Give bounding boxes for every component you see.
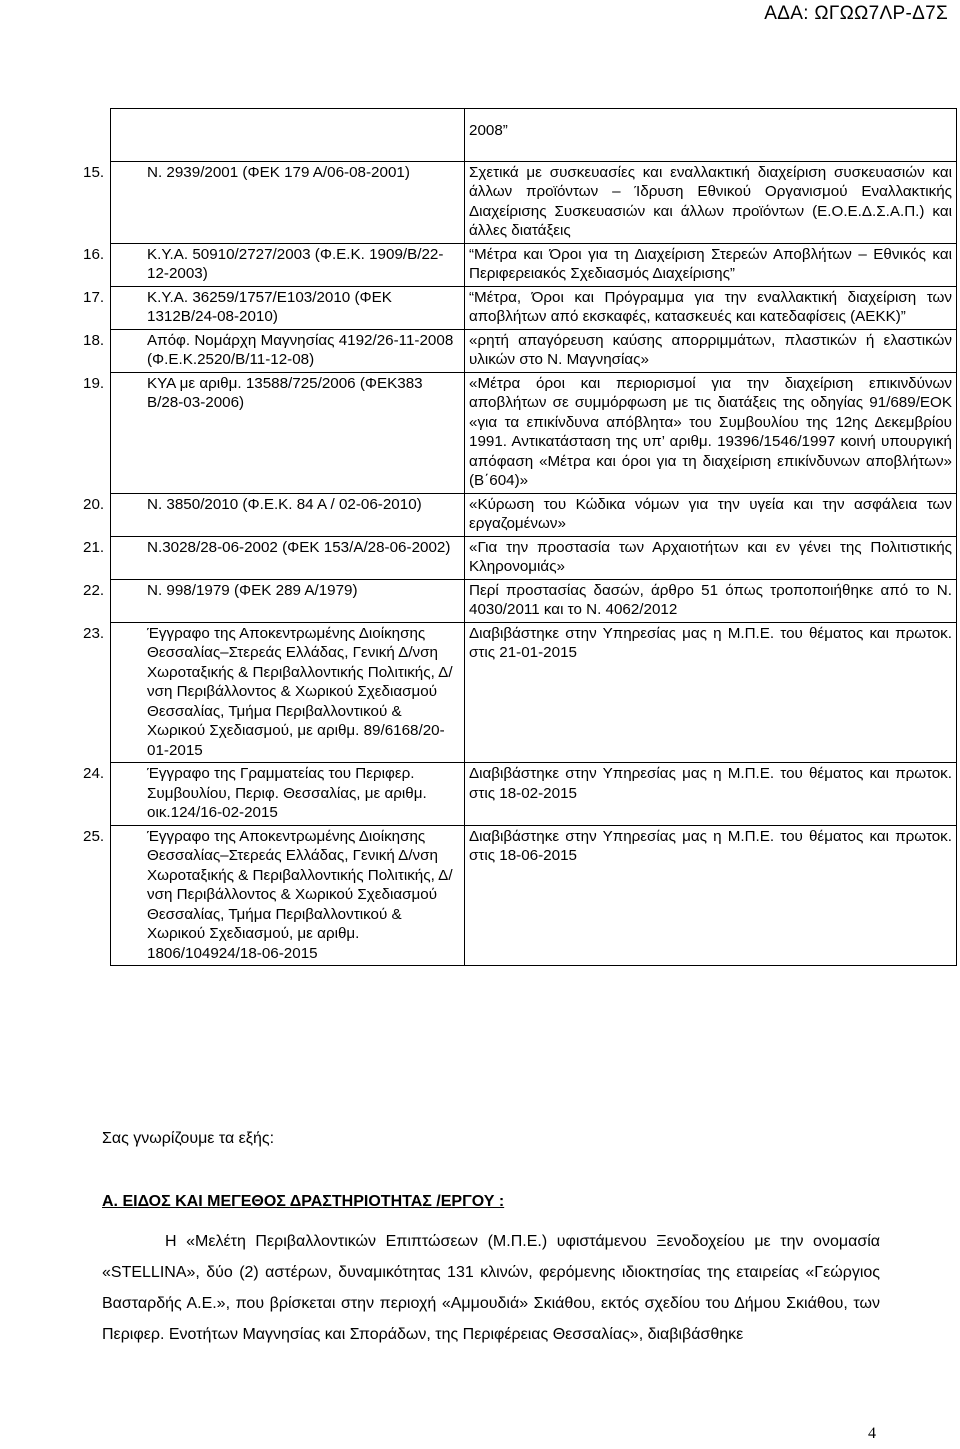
section-heading: Α. ΕΙΔΟΣ ΚΑΙ ΜΕΓΕΘΟΣ ΔΡΑΣΤΗΡΙΟΤΗΤΑΣ /ΕΡΓΟΥ : xyxy=(102,1193,505,1210)
law-cell xyxy=(83,622,465,763)
law-description: «Μέτρα όροι και περιορισμοί για την διαχείριση επικινδύνων αποβλήτων σε συμμόρφωση με τις διατάξεις της οδηγίας 91/689/ΕΟΚ «για τα επικίνδυνα απόβλητα» του Συμβουλίου της 12ης Δεκεμβρίου 1991. Αντικατάσταση της υπ’ αριθμ. 19396/1546/1997 κοινή υπουργική απόφαση «Μέτρα και όροι για τη διαχείριση επικίνδυνων αποβλήτων» (Β΄604)» xyxy=(465,372,957,493)
law-cell xyxy=(83,536,465,579)
law-cell xyxy=(83,763,465,826)
row-number: 20. xyxy=(83,495,105,513)
row-number: 16. xyxy=(83,245,105,263)
row-number: 18. xyxy=(83,331,105,349)
row-number: 22. xyxy=(83,581,105,599)
law-cell xyxy=(83,243,465,286)
continuation-cell xyxy=(465,109,957,162)
row-number: 21. xyxy=(83,538,105,556)
table-row xyxy=(111,536,957,579)
law-reference: Έγγραφο της Γραμματείας του Περιφερ. Συμβουλίου, Περιφ. Θεσσαλίας, με αριθμ. οικ.124/16-02-2015 xyxy=(147,765,427,821)
table-row xyxy=(111,763,957,826)
law-description: “Μέτρα, Όροι και Πρόγραμμα για την εναλλακτική διαχείριση των αποβλήτων από εκσκαφές, κατασκευές και κατεδαφίσεις (ΑΕΚΚ)” xyxy=(465,286,957,329)
body-paragraph xyxy=(102,1226,880,1350)
table-row xyxy=(111,825,957,966)
table-row xyxy=(111,243,957,286)
law-cell xyxy=(83,579,465,622)
intro-text: Σας γνωρίζουμε τα εξής: xyxy=(102,1130,275,1147)
law-reference: Απόφ. Νομάρχη Μαγνησίας 4192/26-11-2008 (Φ.Ε.Κ.2520/Β/11-12-08) xyxy=(147,331,454,368)
law-cell xyxy=(83,329,465,372)
law-reference: Ν. 2939/2001 (ΦΕΚ 179 Α/06-08-2001) xyxy=(147,163,410,181)
table-row xyxy=(111,622,957,763)
law-reference: Ν.3028/28-06-2002 (ΦΕΚ 153/Α/28-06-2002) xyxy=(147,538,451,556)
law-reference: Κ.Υ.Α. 36259/1757/Ε103/2010 (ΦΕΚ 1312Β/24-08-2010) xyxy=(147,288,392,325)
law-description: Διαβιβάστηκε στην Υπηρεσίας μας η Μ.Π.Ε. του θέματος και πρωτοκ. στις 18-06-2015 xyxy=(465,825,957,966)
law-description: Διαβιβάστηκε στην Υπηρεσίας μας η Μ.Π.Ε. του θέματος και πρωτοκ. στις 21-01-2015 xyxy=(465,622,957,763)
row-number: 19. xyxy=(83,374,105,392)
table-row xyxy=(111,493,957,536)
law-cell xyxy=(83,825,465,966)
law-description: Περί προστασίας δασών, άρθρο 51 όπως τροποποιήθηκε από το Ν. 4030/2011 και το Ν. 4062/2012 xyxy=(465,579,957,622)
table-row xyxy=(111,372,957,493)
table-row xyxy=(111,286,957,329)
law-reference: Ν. 3850/2010 (Φ.Ε.Κ. 84 Α / 02-06-2010) xyxy=(147,495,422,513)
law-reference: Έγγραφο της Αποκεντρωμένης Διοίκησης Θεσσαλίας–Στερεάς Ελλάδας, Γενική Δ/νση Χωροταξικής & Περιβαλλοντικής Πολιτικής, Δ/νση Περιβάλλοντος & Χωρικού Σχεδιασμού Θεσσαλίας, Τμήμα Περιβαλλοντικού & Χωρικού Σχεδιασμού, με αριθμ. 89/6168/20-01-2015 xyxy=(147,624,453,759)
table-row xyxy=(111,161,957,243)
law-cell xyxy=(83,493,465,536)
row-number: 17. xyxy=(83,288,105,306)
law-description: «Κύρωση του Κώδικα νόμων για την υγεία και την ασφάλεια των εργαζομένων» xyxy=(465,493,957,536)
law-description: «ρητή απαγόρευση καύσης απορριμμάτων, πλαστικών ή ελαστικών υλικών στο Ν. Μαγνησίας» xyxy=(465,329,957,372)
table-row xyxy=(111,579,957,622)
law-reference: Ν. 998/1979 (ΦΕΚ 289 Α/1979) xyxy=(147,581,358,599)
table-row xyxy=(111,329,957,372)
continuation-text: 2008” xyxy=(469,122,508,139)
law-description: «Για την προστασία των Αρχαιοτήτων και εν γένει της Πολιτιστικής Κληρονομιάς» xyxy=(465,536,957,579)
continuation-left-cell xyxy=(111,109,465,162)
law-cell xyxy=(83,161,465,243)
table-row xyxy=(111,109,957,162)
row-number: 25. xyxy=(83,827,105,845)
law-cell xyxy=(83,372,465,493)
law-description: Σχετικά με συσκευασίες και εναλλακτική διαχείριση συσκευασιών και άλλων προϊόντων – Ίδρυση Εθνικού Οργανισμού Εναλλακτικής Διαχείρισης Συσκευασιών και άλλων προϊόντων (Ε.Ο.Ε.Δ.Σ.Α.Π.) και άλλες διατάξεις xyxy=(465,161,957,243)
legislation-table xyxy=(83,108,957,966)
row-number: 15. xyxy=(83,163,105,181)
law-description: “Μέτρα και Όροι για τη Διαχείριση Στερεών Αποβλήτων – Εθνικός και Περιφερειακός Σχεδιασμός Διαχείρισης” xyxy=(465,243,957,286)
page-number: 4 xyxy=(868,1425,876,1442)
law-reference: Έγγραφο της Αποκεντρωμένης Διοίκησης Θεσσαλίας–Στερεάς Ελλάδας, Γενική Δ/νση Χωροταξικής & Περιβαλλοντικής Πολιτικής, Δ/νση Περιβάλλοντος & Χωρικού Σχεδιασμού Θεσσαλίας, Τμήμα Περιβαλλοντικού & Χωρικού Σχεδιασμού, με αριθμ. 1806/104924/18-06-2015 xyxy=(147,827,453,962)
law-reference: Κ.Υ.Α. 50910/2727/2003 (Φ.Ε.Κ. 1909/Β/22-12-2003) xyxy=(147,245,444,282)
ada-code: ΑΔΑ: ΩΓΩΩ7ΛΡ-Δ7Σ xyxy=(764,3,948,24)
law-reference: ΚΥΑ με αριθμ. 13588/725/2006 (ΦΕΚ383 Β/28-03-2006) xyxy=(147,374,423,411)
row-number: 24. xyxy=(83,765,105,782)
law-description: Διαβιβάστηκε στην Υπηρεσίας μας η Μ.Π.Ε. του θέματος και πρωτοκ. στις 18-02-2015 xyxy=(465,763,957,826)
law-cell xyxy=(83,286,465,329)
row-number: 23. xyxy=(83,624,105,642)
paragraph-text: Η «Μελέτη Περιβαλλοντικών Επιπτώσεων (Μ.Π.Ε.) υφιστάμενου Ξενοδοχείου με την ονομασία «STELLINA», δύο (2) αστέρων, δυναμικότητας 131 κλινών, φερόμενης ιδιοκτησίας της εταιρείας «Γεώργιος Βασταρδής Α.Ε.», που βρίσκεται στην περιοχή «Αμμουδιά» Σκιάθου, εκτός σχεδίου του Δήμου Σκιάθου, των Περιφερ. Ενοτήτων Μαγνησίας και Σποράδων, της Περιφέρειας Θεσσαλίας», διαβιβάσθηκε xyxy=(102,1233,880,1343)
